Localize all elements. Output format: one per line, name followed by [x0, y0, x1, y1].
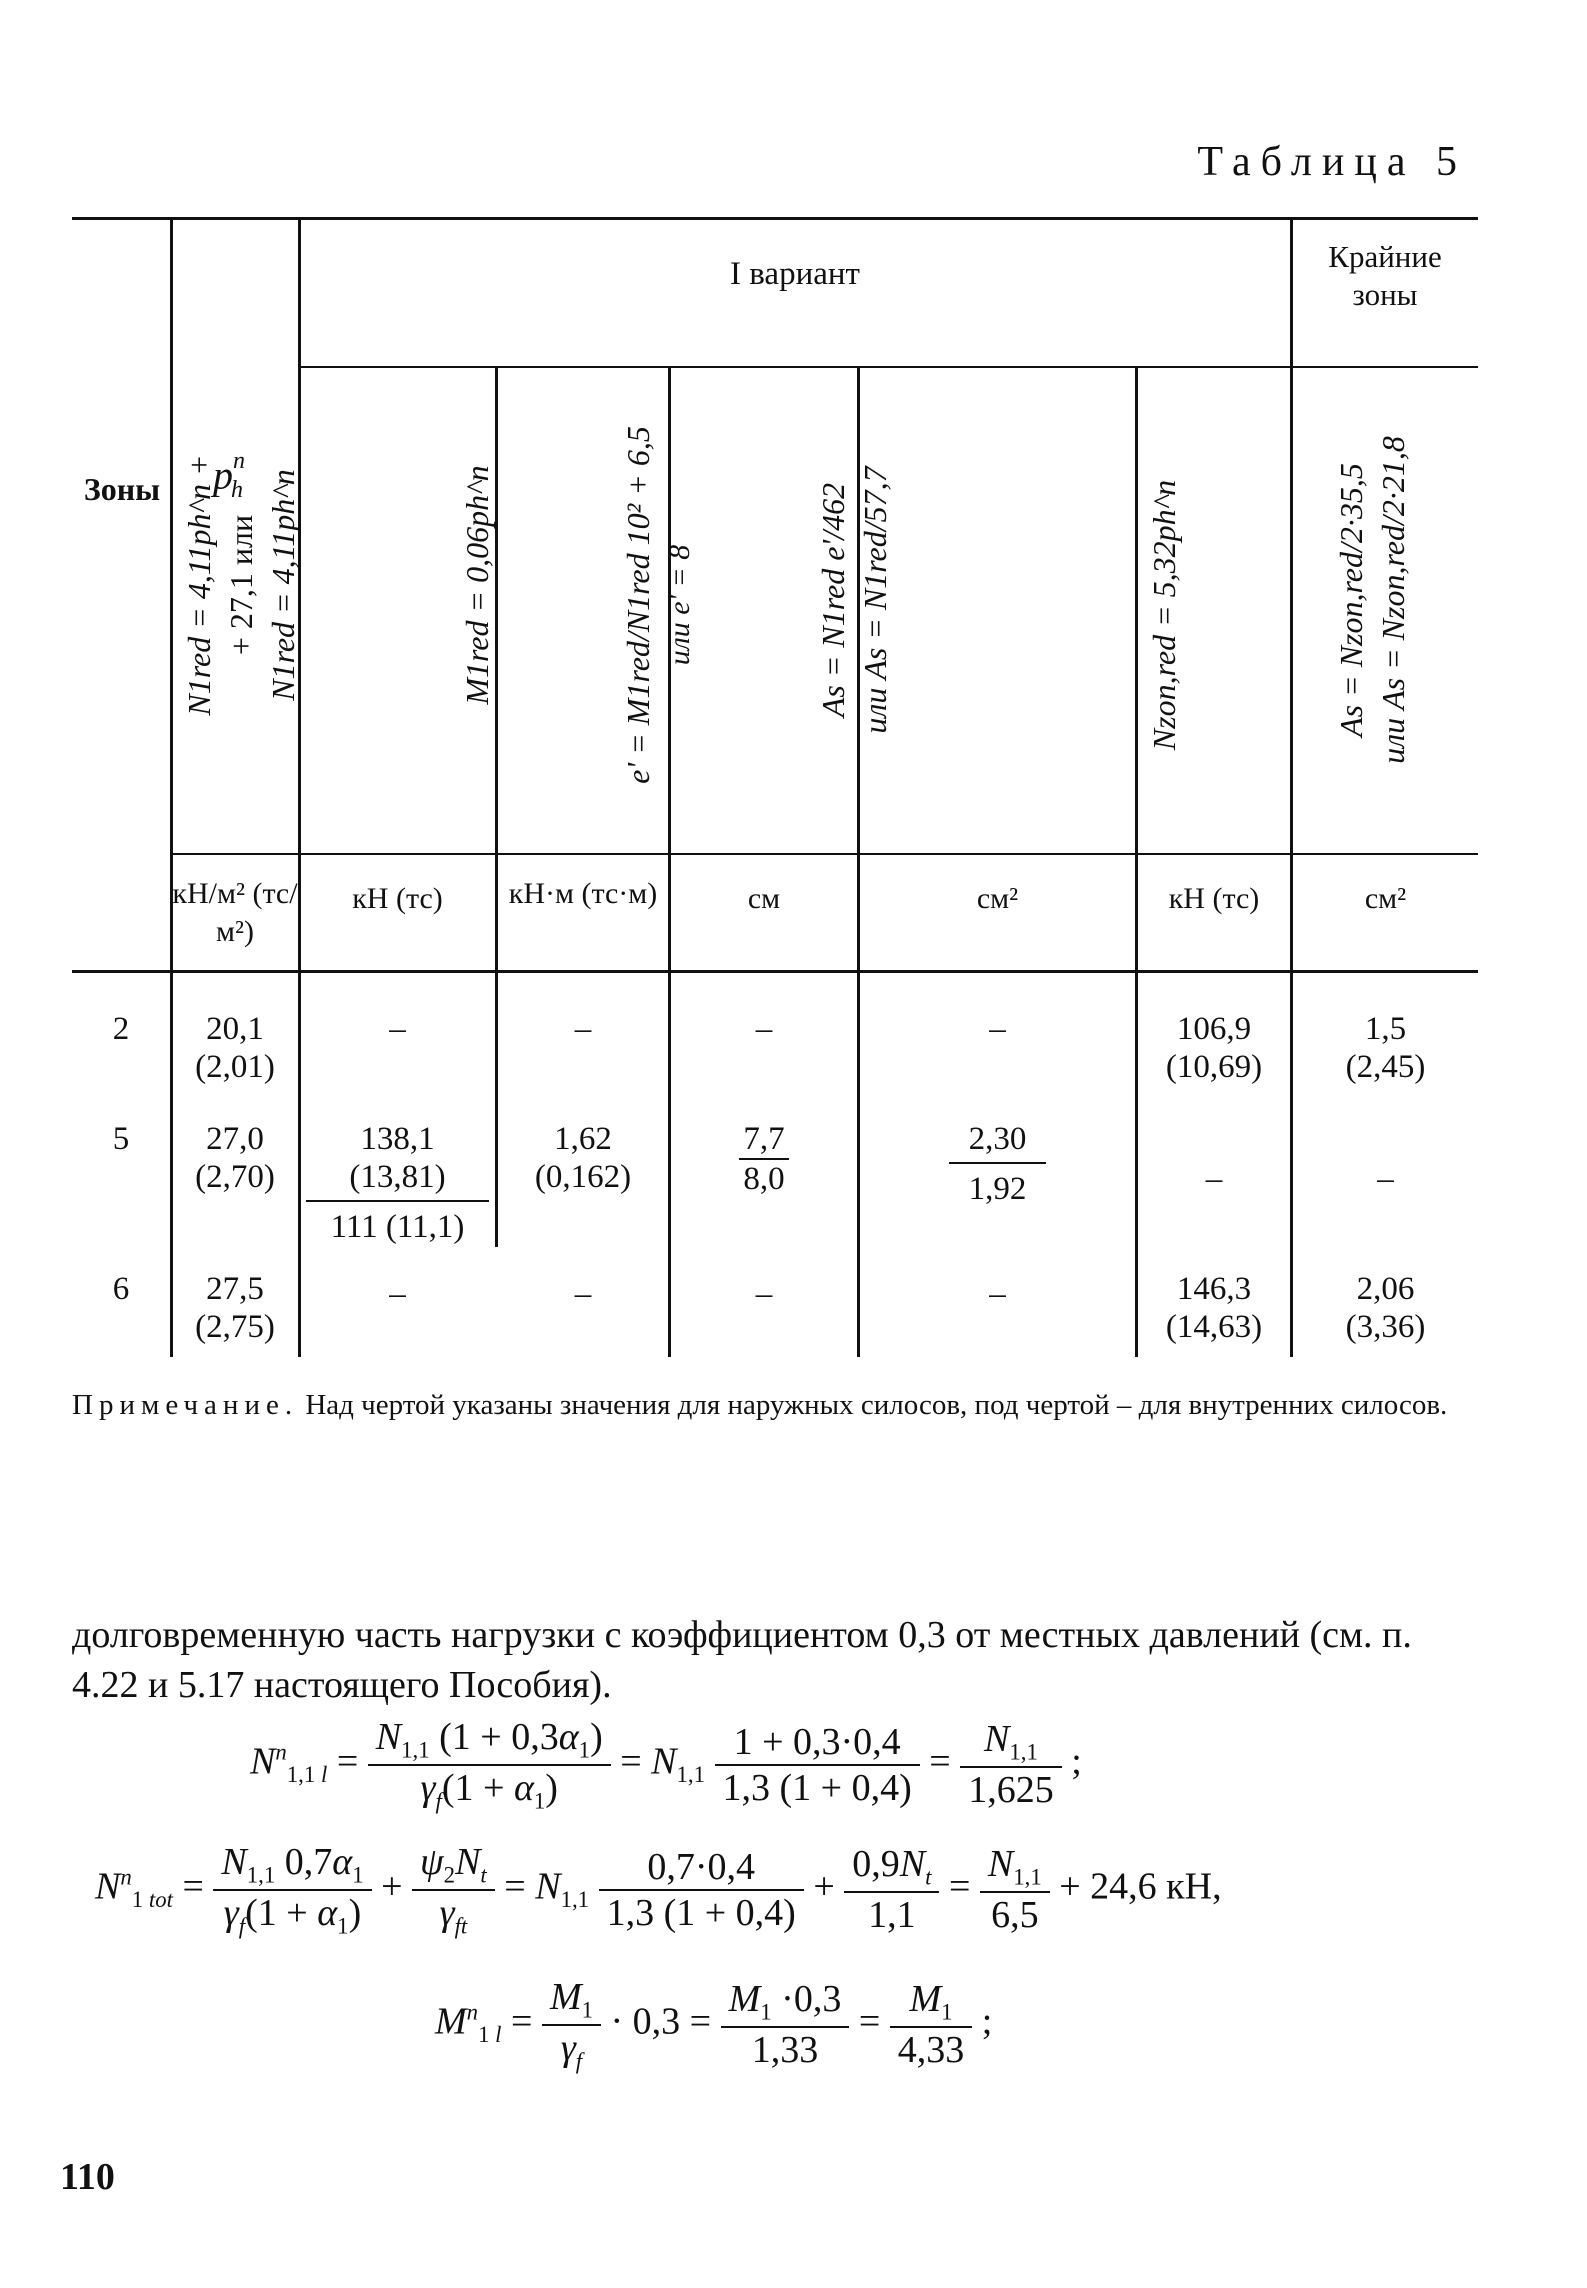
unit-n1red: кН (тс) — [352, 882, 443, 915]
equation-2: $N^n_{1 tot}$ = $\frac{N_{1,1} 0,7\alpha_1}{\gamma_f(1 + \alpha_1)}$ + $\frac{\psi_2N_t}{\gamma_{ft}}$ = $N_{1,1}$ $\frac{0,7\cdot 0,4}{1,3 (1 + 0,4)}$ + $\frac{0,9N_t}{1,1}$ = $\frac{N_{1,1}}{6,5}$ + 24,6 кН, — [95, 1841, 1222, 1939]
header-as-formula: As = N1red e'/462 или As = N1red/57,7 — [815, 466, 893, 734]
header-variant: I вариант — [730, 256, 860, 292]
n1red-cell: 138,1 (13,81) 111 (11,1) — [300, 1120, 495, 1246]
n1red-cell: – — [389, 1276, 406, 1312]
m1red-cell: 1,62 (0,162) — [534, 1121, 632, 1195]
unit-nzon: кН (тс) — [1168, 882, 1260, 915]
page-number: 110 — [60, 2156, 115, 2198]
m1red-cell: – — [574, 1011, 592, 1047]
as-edge-cell: 2,06 (3,36) — [1345, 1271, 1426, 1345]
m1red-cell: – — [574, 1276, 592, 1312]
ph-cell: 20,1 (2,01) — [195, 1011, 275, 1085]
zone-cell: 5 — [112, 1121, 130, 1157]
e-cell: $\frac{7,7}{8,0}$ — [671, 1120, 857, 1198]
nzon-cell: 146,3 (14,63) — [1165, 1271, 1263, 1345]
equation-1: $N^n_{1,1 l}$ = $\frac{N_{1,1} (1 + 0,3\alpha_1)}{\gamma_f(1 + \alpha_1)}$ = $N_{1,1}$ $\frac{1 + 0,3\cdot 0,4}{1,3 (1 + 0,4)}$ = $\frac{N_{1,1}}{1,625}$ ; — [250, 1716, 1082, 1814]
unit-ph: кН/м² (тс/м²) — [172, 877, 298, 948]
note-text: Над чертой указаны значения для наружных силосов, под чертой – для внутренних силосов. — [305, 1389, 1448, 1421]
as-cell: – — [989, 1276, 1006, 1312]
nzon-cell: 106,9 (10,69) — [1165, 1011, 1263, 1085]
header-edge-zones: Крайние зоны — [1328, 239, 1442, 312]
unit-as-edge: см² — [1364, 882, 1407, 915]
table-caption: Таблица 5 — [1197, 139, 1467, 185]
note-label: Примечание. — [72, 1389, 299, 1421]
body-paragraph: долговременную часть нагрузки с коэффициентом 0,3 от местных давлений (см. п. 4.22 и 5.17 настоящего Пособия). — [72, 1614, 1412, 1706]
e-cell: – — [755, 1011, 773, 1047]
zone-cell: 2 — [112, 1011, 130, 1047]
table-note — [72, 1385, 1472, 1425]
unit-m1red: кН·м (тс·м) — [508, 877, 658, 910]
as-cell: – — [989, 1011, 1006, 1047]
nzon-cell: – — [1205, 1161, 1223, 1197]
n1red-cell: – — [389, 1011, 406, 1047]
unit-as: см² — [976, 882, 1019, 915]
header-m1red-formula: M1red = 0,06ph^n — [459, 465, 495, 705]
header-nzon-formula: Nzon,red = 5,32ph^n — [1146, 479, 1182, 751]
header-as-edge-formula: As = Nzon,red/2·35,5 или As = Nzon,red/2·21,8 — [1333, 436, 1411, 764]
header-ph: $p^n_h$ — [213, 448, 245, 504]
unit-e: см — [747, 882, 781, 915]
header-zones: Зоны — [83, 471, 161, 507]
as-edge-cell: 1,5 (2,45) — [1345, 1011, 1426, 1085]
ph-cell: 27,0 (2,70) — [195, 1121, 275, 1195]
equation-3: $M^n_{1 l}$ = $\frac{M_1}{\gamma_f}$ · 0,3 = $\frac{M_1 \cdot 0,3}{1,33}$ = $\frac{M_1}{4,33}$ ; — [435, 1976, 993, 2074]
header-e-formula: e' = M1red/N1red 10² + 6,5 или e' = 8 — [620, 426, 696, 784]
as-cell: $\frac{2,30}{1,92}$ — [860, 1120, 1135, 1208]
zone-cell: 6 — [112, 1271, 130, 1307]
header-n1red-formula: N1red = 4,11ph^n + + 27,1 или N1red = 4,11ph^n — [181, 454, 301, 716]
as-edge-cell: – — [1377, 1161, 1394, 1197]
ph-cell: 27,5 (2,75) — [195, 1271, 275, 1345]
e-cell: – — [755, 1276, 773, 1312]
